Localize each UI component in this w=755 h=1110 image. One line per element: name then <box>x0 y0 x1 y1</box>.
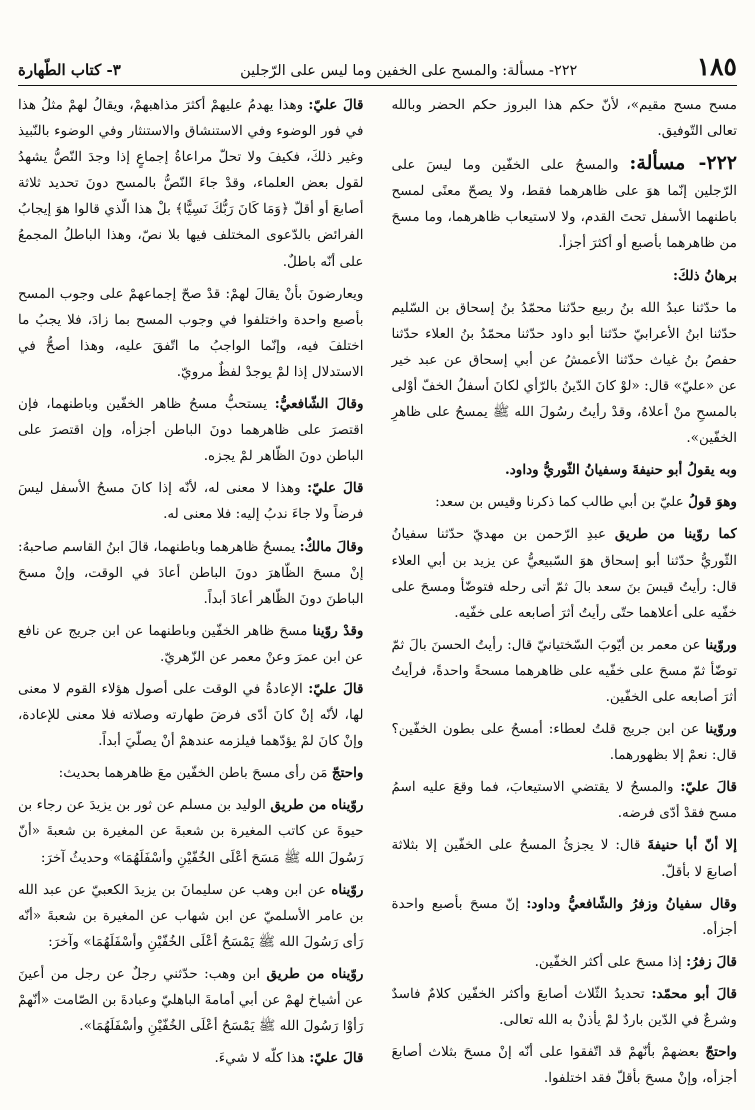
page-number: ١٨٥ <box>696 52 737 81</box>
paragraph <box>18 877 364 955</box>
paragraph <box>392 632 738 710</box>
paragraph-lead: وهوَ قولُ <box>688 494 737 511</box>
paragraph-text: والمسحُ لا يقتضي الاستيعابَ، فما وقعَ عليه اسمُ مسح فقدْ أدّى فرضه. <box>391 779 737 822</box>
paragraph <box>18 534 364 612</box>
paragraph-lead: برهانُ ذلكَ: <box>673 267 737 284</box>
paragraph-text: مَن رأى مسحَ باطن الخفّين معَ ظاهرهما بحديث: <box>58 765 328 782</box>
paragraph <box>392 716 738 768</box>
paragraph <box>392 263 738 289</box>
paragraph-text: إنّ مسحَ بأصبع واحدة أجزأه. <box>391 895 737 938</box>
paragraph <box>392 295 738 452</box>
paragraph-text: تحديدُ الثّلاث أصابعَ وأكثر الخفّين كلامٌ فاسدٌ وشرعٌ في الدّين باردٌ لمْ يأذنْ به الله تعالى. <box>391 985 737 1028</box>
paragraph-lead: وقالَ مالكٌ: <box>299 538 364 555</box>
paragraph <box>392 832 738 884</box>
paragraph-text: الإعادةُ في الوقت على أصول هؤلاء القوم لا معنى لها، لأنّه إنْ كانَ أدّى فرضَ طهارته وصلاته فلا معنى للإعادة، وإنْ كانَ لمْ يؤدّهما فيلزمه عندهمْ أنْ يصلّيَ أبداً. <box>18 680 364 750</box>
paragraph <box>392 981 738 1033</box>
paragraph-text: بعضهمْ بأنّهمْ قد اتّفقوا على أنّه إنْ مسحَ بثلاث أصابعَ أجزأه، وإنْ مسحَ بأقلّ فقد اختلفوا. <box>391 1044 737 1087</box>
paragraph <box>392 521 738 625</box>
paragraph-text: وهذا لا معنى له، لأنّه إذا كانَ مسحُ الأسفل ليسَ فرضاً ولا جاءَ ندبُ إليه: فلا معنى له. <box>18 480 364 523</box>
paragraph <box>392 150 738 256</box>
paragraph-text: وهذا يهدمُ عليهمْ أكثرَ مذاهبهمْ، ويقالُ لهمْ مثلُ هذا في فور الوضوء وفي الاستنشاق والاستنثار وفي الوضوء بالنّبيذ وغير ذلكَ، فكيفَ ولا تحلّ مراعاةُ إجماعٍ إذا وجدَ النّصُّ يشهدُ لقول بعض العلماء، وقدْ جاءَ النّصُّ بالمسح دونَ تحديد ثلاثة أصابعَ أو أقلّ ﴿وَمَا كَانَ رَبُّكَ نَسِيًّا﴾ بلْ هذا الّذي قالوا هوَ إيجابُ الفرائض بالدّعوى المختلف فيها بلا نصّ، وهذا الباطلُ المجمعُ على أنّه باطلٌ. <box>18 97 364 270</box>
paragraph-lead: وروّينا <box>705 636 737 653</box>
paragraph-text: ويعارضونَ بأنْ يقالَ لهمْ: قدْ صحّ إجماعهمْ على وجوب المسح بأصبع واحدة واختلفوا في وجوب المسح بما زادَ، فلا يجبُ ما اختلفَ فيه، وإنّما الواجبُ ما اتّفقَ عليه، وهذا أصحُّ في الاستدلال إذا لمْ يوجدْ لفظٌ مرويّ. <box>18 285 364 380</box>
paragraph <box>392 92 738 144</box>
paragraph <box>18 760 364 786</box>
paragraph-text: مسح مسح مقيم»، لأنّ حكم هذا البروز حكم الحضر وبالله تعالى التّوفيق. <box>391 97 737 140</box>
paragraph-lead: قالَ عليّ: <box>309 1050 364 1067</box>
paragraph-lead: قالَ عليّ: <box>308 97 364 113</box>
paragraph-text: ما حدّثنا عبدُ الله بنُ ربيع حدّثنا محمّدُ بنُ إسحاق بن السّليم حدّثنا ابنُ الأعرابيّ حدّثنا أبو داود حدّثنا محمّدُ بنُ العلاء حدّثنا حفصُ بنُ غياث حدّثنا الأعمشُ عن أبي إسحاق عن عبد خير عن «عليّ» قال: «لوْ كانَ الدّينُ بالرّأي لكانَ أسفلُ الخفّ أوْلى بالمسحِ منْ أعلاهُ، وقدْ رأيتُ رسُولَ الله ﷺ يمسحُ على ظاهرِ الخفّين». <box>391 299 737 447</box>
paragraph-text: والمسحُ على الخفّين وما ليسَ على الرّجلين إنّما هوَ على ظاهرهما فقط، ولا يصحّ معنًى لمسح باطنهما الأسفل تحتَ القدم، ولا لاستيعاب ظاهرهما، وما مسحَ من ظاهرهما بأصبع أو أكثرَ أجزأ. <box>391 157 737 252</box>
paragraph-lead: كما روّينا من طريق <box>614 526 737 543</box>
paragraph-text: هذا كلّه لا شيءَ. <box>214 1050 305 1067</box>
paragraph-text: عن معمر بن أيّوبَ السّختيانيّ قال: رأيتُ الحسنَ بالَ ثمّ توضّأ ثمّ مسحَ على خفّيه على ظاهرهما مسحةً واحدةً، فرأيتُ أثرَ أصابعه على الخفّين. <box>391 636 737 705</box>
paragraph <box>18 1045 364 1071</box>
paragraph <box>18 281 364 385</box>
paragraph-lead: قالَ عليّ: <box>308 680 364 697</box>
book-title: ٣- كتاب الطّهارة <box>18 61 121 79</box>
paragraph-lead: قالَ أبو محمّد: <box>651 985 737 1002</box>
paragraph-lead: روّيناه <box>331 881 364 898</box>
paragraph <box>392 1039 738 1091</box>
paragraph <box>18 792 364 870</box>
paragraph-lead: روّيناه من طريق <box>270 797 364 814</box>
paragraph-lead: قالَ عليّ: <box>307 480 364 497</box>
paragraph <box>392 457 738 483</box>
paragraph-lead: قالَ زفرُ: <box>686 953 737 970</box>
paragraph <box>18 391 364 469</box>
paragraph <box>392 891 738 943</box>
paragraph-lead: ٢٢٢- مسألة: <box>629 152 737 175</box>
paragraph-lead: إلا أنّ أبا حنيفةَ <box>647 837 737 854</box>
paragraph <box>18 475 364 527</box>
paragraph-lead: روّيناه من طريق <box>266 965 364 982</box>
paragraph-text: عليّ بن أبي طالب كما ذكرنا وقيس بن سعد: <box>435 494 684 511</box>
paragraph-text: ابن وهب: حدّثني رجلٌ عن رجل من أعينَ عن أشياخ لهمْ عن أبي أمامةَ الباهليّ وعبادةَ بن الصّامت «أنّهمْ رَأوْا رَسُولَ الله ﷺ يَمْسَحُ أعْلَى الخُفّيْنِ وأسْفَلَهُمَا». <box>18 965 364 1035</box>
paragraph-text: الوليد بن مسلم عن ثور بن يزيدَ عن رجاء بن حيوةَ عن كاتب المغيرة بن شعبةَ عن المغيرة بن شعبةَ «أنّ رَسُولَ الله ﷺ مَسَحَ أعْلَى الخُفّيْنِ وأسْفَلَهُمَا» وحديثُ آخرَ: <box>18 797 364 866</box>
paragraph <box>18 92 364 275</box>
paragraph-text: مسحَ ظاهر الخفّين وباطنهما عن ابن جريج عن نافع عن ابن عمرَ وعنْ معمر عن الزّهريّ. <box>18 622 364 665</box>
paragraph <box>392 774 738 826</box>
paragraph-lead: واحتجّ <box>331 765 364 782</box>
right-column <box>378 92 738 1102</box>
running-title: ٢٢٢- مسألة: والمسح على الخفين وما ليس على الرّجلين <box>240 63 578 79</box>
paragraph-text: يستحبُّ مسحُ ظاهر الخفّين وباطنهما، فإن اقتصرَ على ظاهرهما دونَ الباطن أجزأه، وإن اقتصرَ على الباطن دونَ الظّاهر لمْ يجزه. <box>18 396 364 465</box>
paragraph-text: قال: لا يجزئُ المسحُ على الخفّين إلا بثلاثة أصابعَ لا بأقلّ. <box>391 837 737 880</box>
paragraph-lead: وقال سفيانُ وزفرُ والشّافعيُّ وداود: <box>526 895 737 912</box>
paragraph-lead: وروّينا <box>705 721 737 738</box>
paragraph <box>392 949 738 975</box>
paragraph-lead: وبه يقولُ أبو حنيفةَ وسفيانُ الثّوريُّ وداود. <box>505 462 737 479</box>
paragraph-lead: وقدْ روّينا <box>312 622 364 639</box>
paragraph <box>392 489 738 515</box>
paragraph-lead: واحتجّ <box>705 1044 737 1061</box>
paragraph-text: عن ابن جريج قلتُ لعطاء: أمسحُ على بطون الخفّين؟ قال: نعمْ إلا بظهورهما. <box>391 721 737 764</box>
paragraph-lead: وقالَ الشّافعيُّ: <box>274 396 364 413</box>
page-header <box>18 46 737 86</box>
paragraph-lead: قالَ عليّ: <box>680 779 737 796</box>
left-column <box>18 92 378 1102</box>
paragraph-text: عن ابن وهب عن سليمانَ بن يزيدَ الكعبيّ عن عبد الله بن عامر الأسلميّ عن ابن شهاب عن المغيرة بن شعبةَ «أنّه رَأى رَسُولَ الله ﷺ يَمْسَحُ أعْلَى الخُفّيْنِ وأسْفَلَهُمَا» وآخرَ: <box>18 881 364 950</box>
paragraph <box>18 961 364 1039</box>
paragraph <box>18 676 364 754</box>
text-columns <box>18 92 737 1102</box>
paragraph <box>18 618 364 670</box>
paragraph-text: عبدِ الرّحمن بن مهديّ حدّثنا سفيانُ الثّوريُّ حدّثنا أبو إسحاق هوَ السّبيعيُّ عن يزيد بن أبي العلاء قال: رأيتُ قيسَ بنَ سعد بالَ ثمّ أتى رحله فتوضّأ ومسحَ على خفّيه على أعلاهما حتّى رأيتُ أثرَ أصابعه على خفّيه. <box>391 526 737 621</box>
paragraph-text: يمسحُ ظاهرهما وباطنهما، قالَ ابنُ القاسم صاحبهُ: إنْ مسحَ الظّاهرَ دونَ الباطن أعادَ في الوقت، وإنْ مسحَ الباطنَ دونَ الظّاهر أعادَ أبداً. <box>18 538 364 607</box>
paragraph-text: إذا مسحَ على أكثر الخفّين. <box>534 953 682 970</box>
